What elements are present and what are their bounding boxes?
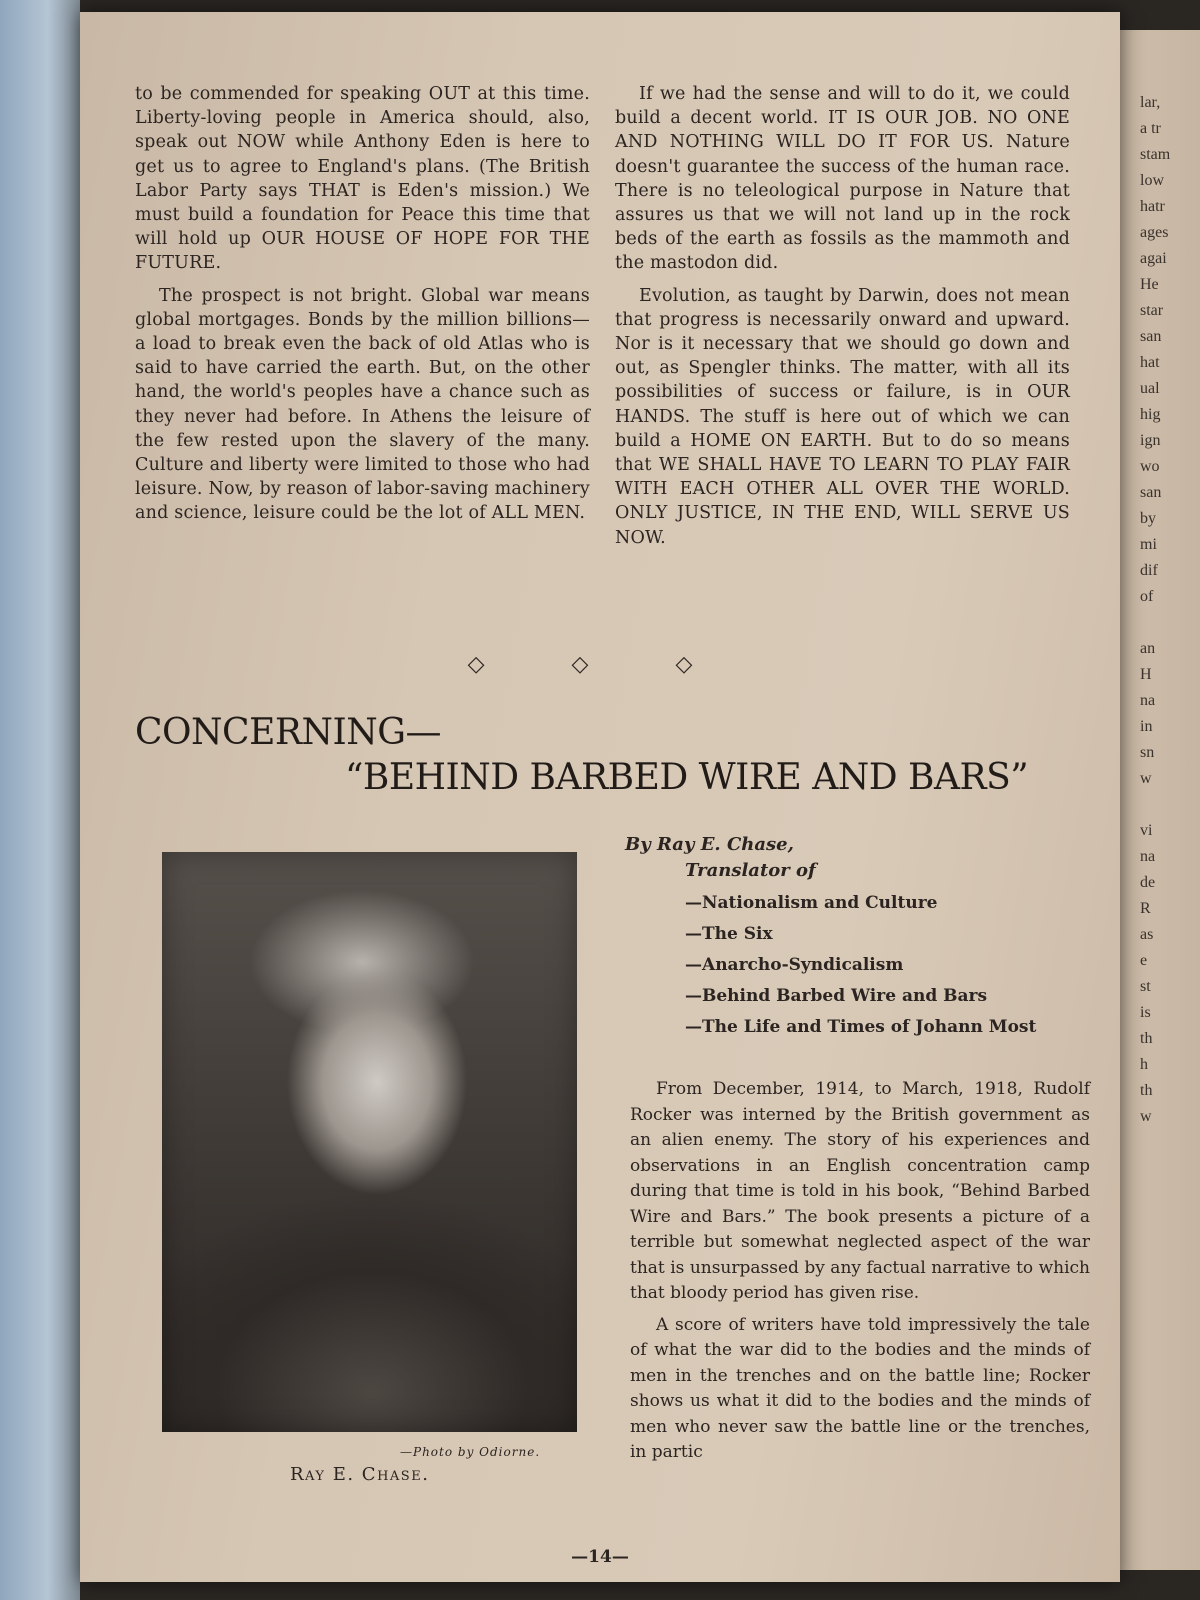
article-body xyxy=(630,1077,1090,1472)
author-portrait-photo xyxy=(162,852,577,1432)
work-item: —The Six xyxy=(685,924,773,944)
photo-credit: —Photo by Odiorne. xyxy=(400,1445,541,1459)
work-item: —Behind Barbed Wire and Bars xyxy=(685,986,988,1006)
photo-caption: Ray E. Chase. xyxy=(290,1464,430,1485)
magazine-page xyxy=(80,12,1120,1582)
background-left xyxy=(0,0,80,1600)
article-paragraph-1: From December, 1914, to March, 1918, Rudolf Rocker was interned by the British government as an alien enemy. The story of his experiences and observations in an English concentration camp during that time is told in his book, “Behind Barbed Wire and Bars.” The book presents a picture of a terrible but somewhat neglected aspect of the war that is unsurpassed by any factual narrative to which that bloody period has given rise. xyxy=(630,1079,1090,1303)
article-paragraph-2: A score of writers have told impressively the tale of what the war did to the bodies and the minds of men in the trenches and on the battle line; Rocker shows us what it did to the bodies and the minds of men who never saw the battle line or the trenches, in partic xyxy=(630,1314,1090,1462)
left-column xyxy=(135,82,590,534)
right-paragraph-1: If we had the sense and will to do it, we could build a decent world. IT IS OUR JOB. NO ONE AND NOTHING WILL DO IT FOR US. Nature doesn't guarantee the success of the human race. There is no teleological purpose in Nature that assures us that we will not land up in the rock beds of the earth as fossils as the mammoth and the mastodon did. xyxy=(615,84,1070,274)
work-item: —Anarcho-Syndicalism xyxy=(685,955,904,975)
section-ornament: ◇ ◇ ◇ xyxy=(467,652,733,677)
work-item: —Nationalism and Culture xyxy=(685,893,938,913)
article-title-line-2: “BEHIND BARBED WIRE AND BARS” xyxy=(345,757,1029,798)
facing-page-fragments: lar, a tr stam low hatr ages agai He star san hat ual hig ign wo san by mi dif of an H na in sn w vi na de R as e st is th h th w xyxy=(1140,94,1171,1125)
article-title-line-1: CONCERNING— xyxy=(135,712,441,753)
right-column xyxy=(615,82,1070,558)
right-paragraph-2: Evolution, as taught by Darwin, does not mean that progress is necessarily onward and upward. Nor is it necessary that we should go down and out, as Spengler thinks. The matter, with all its possibilities of success or failure, is in OUR HANDS. The stuff is here out of which we can build a HOME ON EARTH. But to do so means that WE SHALL HAVE TO LEARN TO PLAY FAIR WITH EACH OTHER ALL OVER THE WORLD. ONLY JUSTICE, IN THE END, WILL SERVE US NOW. xyxy=(615,285,1070,548)
byline: By Ray E. Chase, xyxy=(625,834,794,855)
translator-label: Translator of xyxy=(685,860,816,881)
work-item: —The Life and Times of Johann Most xyxy=(685,1017,1037,1037)
page-number: —14— xyxy=(571,1547,629,1567)
translated-works-list xyxy=(685,888,1036,1043)
left-paragraph-1: to be commended for speaking OUT at this time. Liberty-loving people in America should, also, speak out NOW while Anthony Eden is here to get us to agree to England's plans. (The British Labor Party says THAT is Eden's mission.) We must build a foundation for Peace this time that will hold up OUR HOUSE OF HOPE FOR THE FUTURE. xyxy=(135,84,590,274)
left-paragraph-2: The prospect is not bright. Global war means global mortgages. Bonds by the million billions—a load to break even the back of old Atlas who is said to have carried the earth. But, on the other hand, the world's peoples have a chance such as they never had before. In Athens the leisure of the few rested upon the slavery of the many. Culture and liberty were limited to those who had leisure. Now, by reason of labor-saving machinery and science, leisure could be the lot of ALL MEN. xyxy=(135,285,590,524)
facing-page-edge xyxy=(1110,30,1200,1570)
